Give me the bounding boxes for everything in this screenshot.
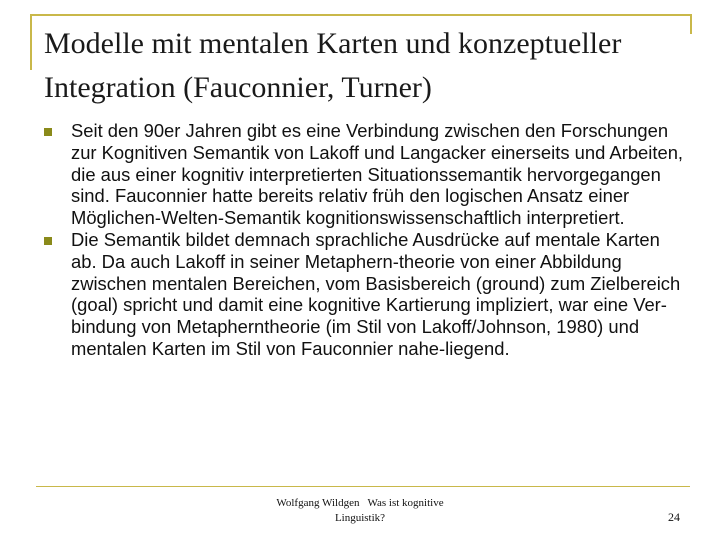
title-accent-line-top <box>30 14 692 16</box>
bullet-item <box>44 229 684 360</box>
slide-title <box>44 22 684 110</box>
slide-title-line-1: Modelle mit mentalen Karten und konzeptueller <box>44 27 622 60</box>
square-bullet-icon <box>44 128 52 136</box>
footer-author-line-2: Linguistik? <box>334 512 386 524</box>
footer-author <box>250 496 470 526</box>
footer-divider <box>36 486 690 487</box>
title-accent-line-left <box>30 14 32 70</box>
title-accent-line-right <box>690 14 692 34</box>
square-bullet-icon <box>44 237 52 245</box>
bullet-text: Die Semantik bildet demnach sprachliche Ausdrücke auf mentale Karten ab. Da auch Lakoff in seiner Metaphern-theorie von einer Abbildung zwischen mentalen Bereichen, vom Basisbereich (ground) zum Zielbereich (goal) spricht und damit eine kognitive Kartierung impliziert, war eine Ver-bindung von Metapherntheorie (im Stil von Lakoff/Johnson, 1980) und mentalen Karten im Stil von Fauconnier nahe-liegend. <box>71 228 681 359</box>
slide-title-line-2: Integration (Fauconnier, Turner) <box>44 71 432 104</box>
bullet-text: Seit den 90er Jahren gibt es eine Verbindung zwischen den Forschungen zur Kognitiven Semantik von Lakoff und Langacker einerseits und Arbeiten, die aus einer kognitiv interpretierten Situationssemantik hervorgegangen sind. Fauconnier hatte bereits relativ früh den logischen Ansatz einer Möglichen-Welten-Semantik kognitionswissenschaftlich interpretiert. <box>71 120 684 229</box>
bullet-list <box>44 120 684 360</box>
footer-author-line-1: Wolfgang Wildgen Was ist kognitive <box>276 497 444 509</box>
bullet-item <box>44 120 684 229</box>
page-number: 24 <box>668 510 680 524</box>
